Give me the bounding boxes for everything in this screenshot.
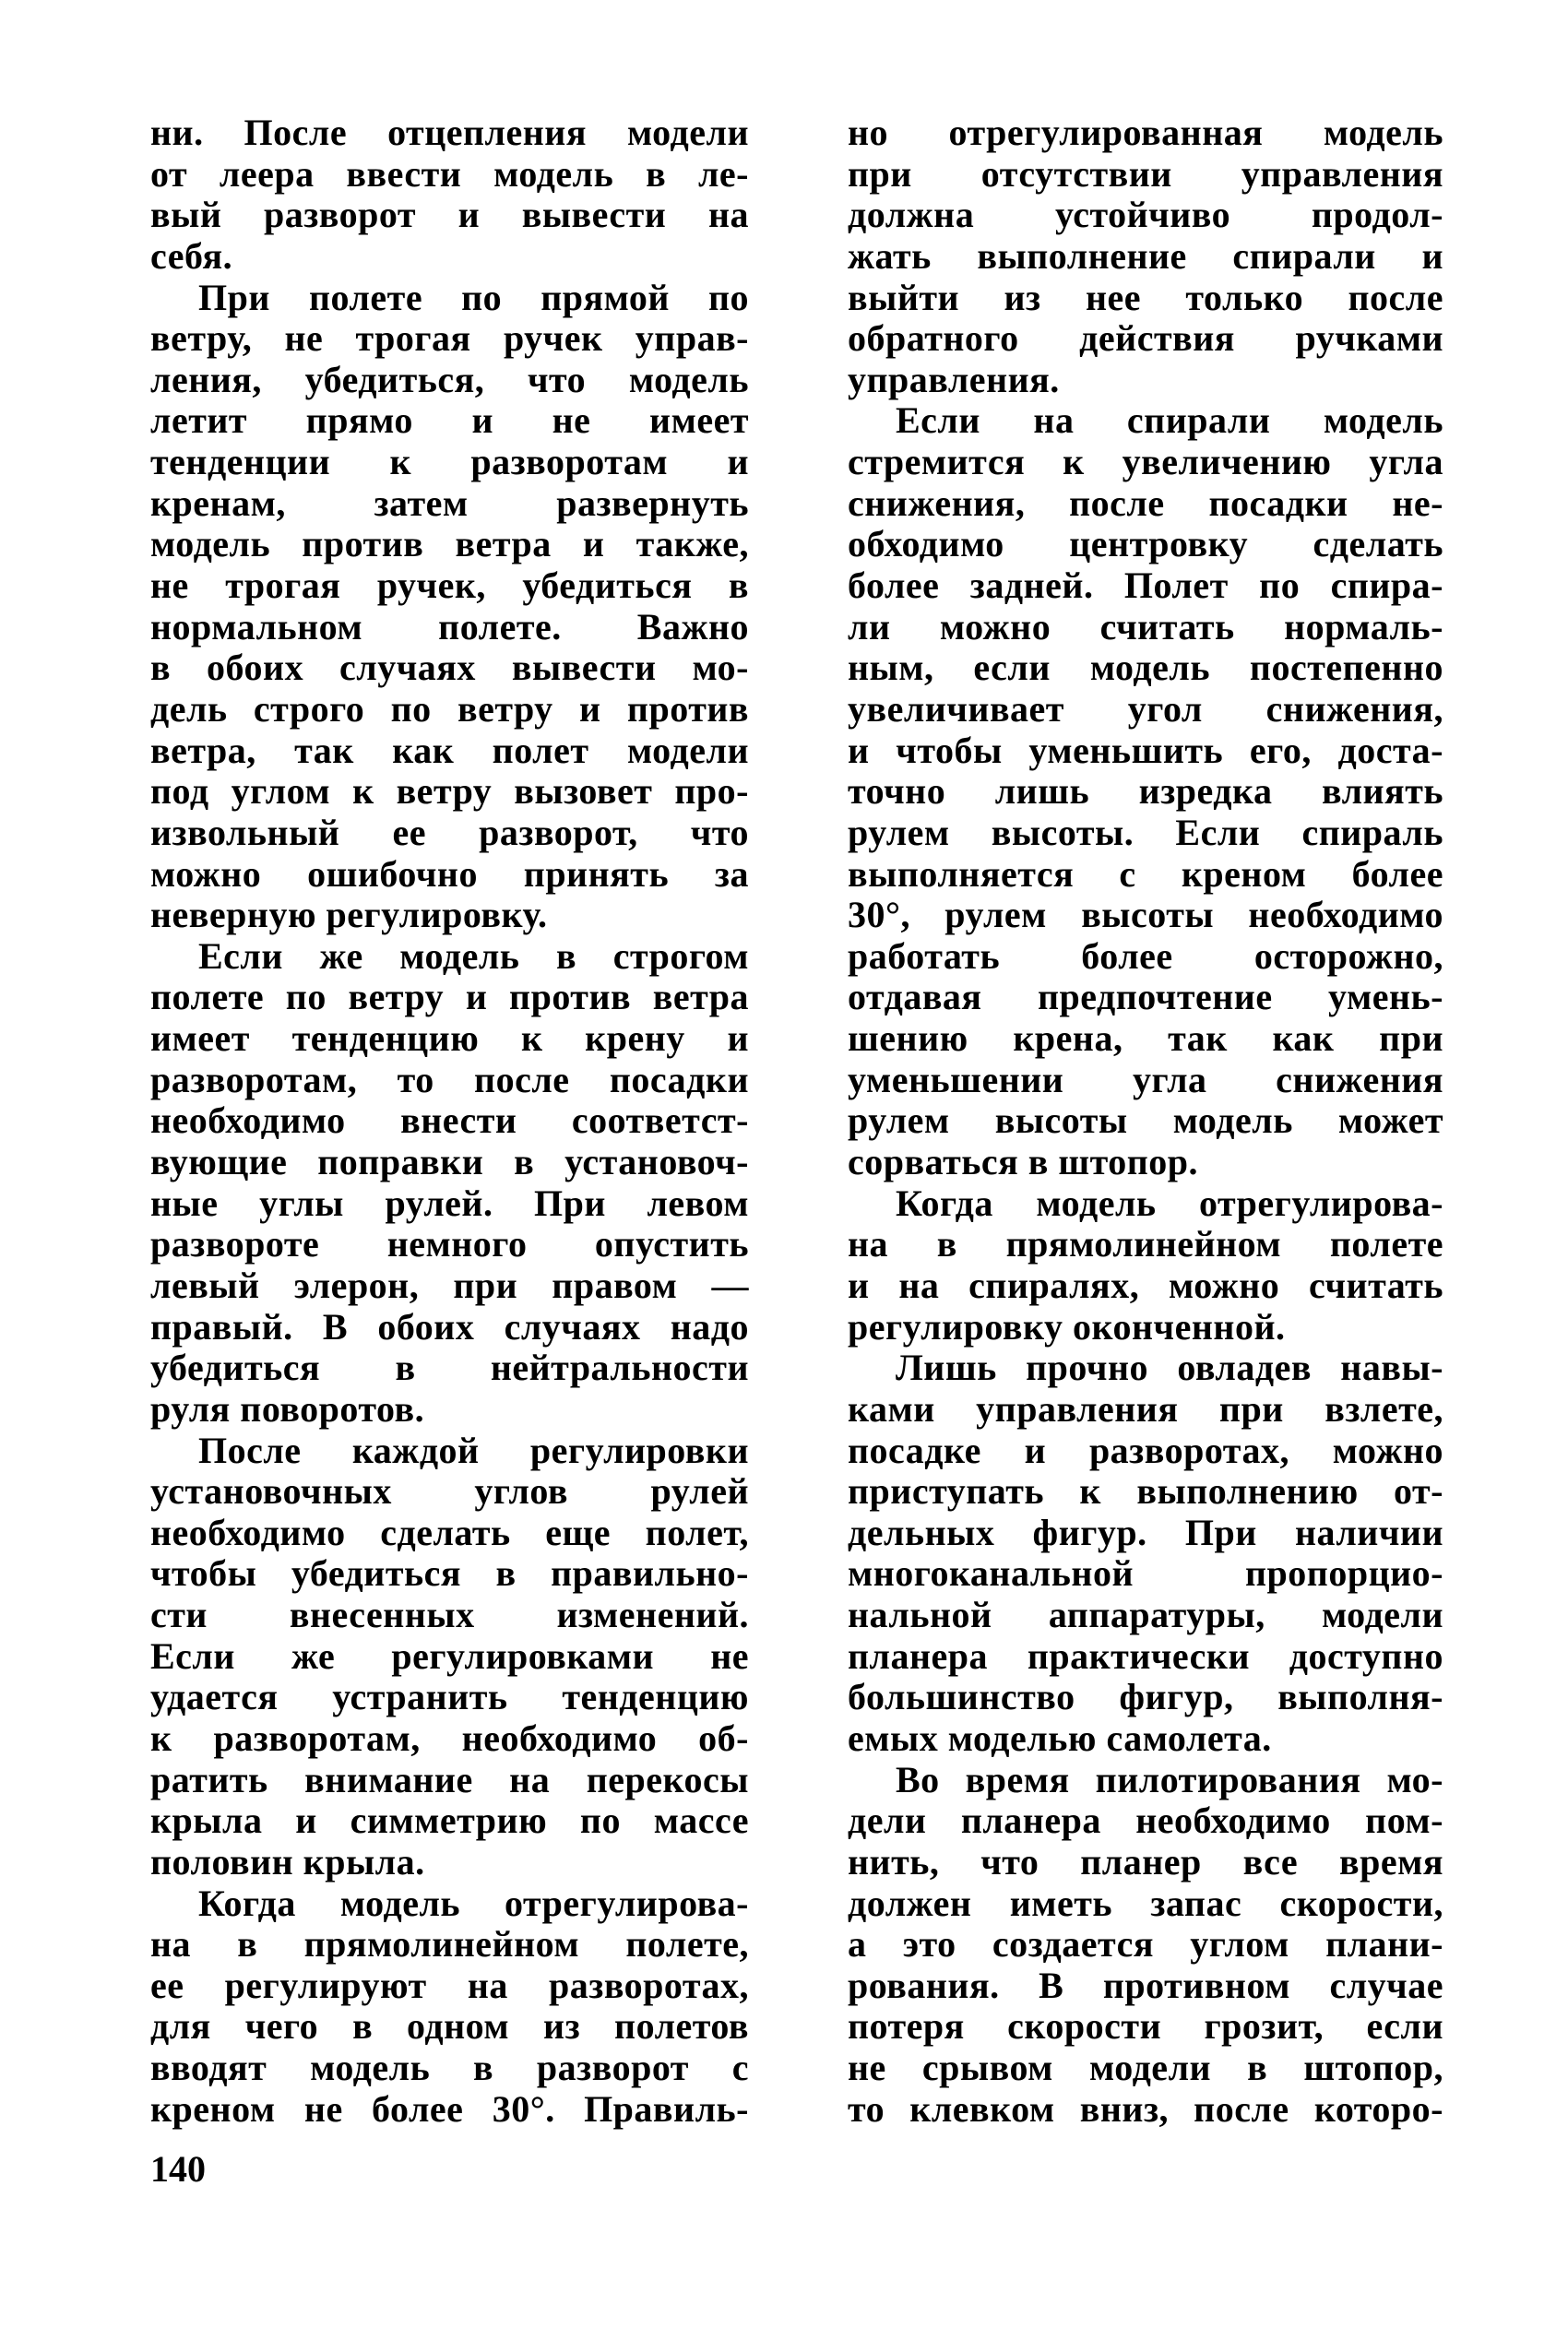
text-line: ные углы рулей. При левом	[150, 1182, 749, 1224]
text-line: ратить внимание на перекосы	[150, 1758, 749, 1800]
text-line: а это создается углом плани-	[848, 1923, 1443, 1966]
text-line: в обоих случаях вывести мо-	[150, 647, 749, 689]
text-line: половин крыла.	[150, 1840, 425, 1883]
text-line: имеет тенденцию к крену и	[150, 1017, 749, 1060]
paragraph	[848, 1760, 1443, 2131]
text-line: то клевком вниз, после которо-	[848, 2087, 1443, 2130]
text-line: 30°, рулем высоты необходимо	[848, 894, 1443, 936]
text-line: развороте немного опустить	[150, 1223, 749, 1265]
text-line: снижения, после посадки не-	[848, 481, 1443, 524]
text-line: рования. В противном случае	[848, 1964, 1443, 2006]
text-line: от леера ввести модель в ле-	[150, 152, 749, 195]
text-line: сорваться в штопор.	[848, 1141, 1199, 1183]
text-line: обходимо центровку сделать	[848, 523, 1443, 565]
text-line: тенденции к разворотам и	[150, 441, 749, 483]
paragraph	[150, 1431, 749, 1883]
text-line: вый разворот и вывести на	[150, 194, 749, 236]
text-line: посадке и разворотах, можно	[848, 1429, 1443, 1471]
text-line: работать более осторожно,	[848, 934, 1443, 977]
page-number: 140	[150, 2148, 206, 2190]
text-line: и чтобы уменьшить его, доста-	[848, 729, 1443, 771]
text-line: ли можно считать нормаль-	[848, 605, 1443, 647]
text-line: Когда модель отрегулирова-	[896, 1182, 1443, 1224]
text-line: к разворотам, необходимо об-	[150, 1716, 749, 1759]
text-line: необходимо внести соответст-	[150, 1099, 749, 1142]
text-line: Во время пилотирования мо-	[896, 1758, 1443, 1800]
text-line: нальной аппаратуры, модели	[848, 1594, 1443, 1636]
text-line: установочных углов рулей	[150, 1470, 749, 1513]
text-line: себя.	[150, 234, 233, 277]
text-line: не трогая ручек, убедиться в	[150, 564, 749, 607]
text-line: уменьшении угла снижения	[848, 1058, 1443, 1100]
text-line: необходимо сделать еще полет,	[150, 1511, 749, 1553]
text-line: при отсутствии управления	[848, 152, 1443, 195]
text-line: рулем высоты модель может	[848, 1099, 1443, 1142]
text-line: должна устойчиво продол-	[848, 194, 1443, 236]
text-line: выполняется с креном более	[848, 852, 1443, 895]
text-line: регулировку оконченной.	[848, 1305, 1286, 1348]
text-line: и на спиралях, можно считать	[848, 1264, 1443, 1306]
text-line: чтобы убедиться в правильно-	[150, 1552, 749, 1595]
paragraph	[848, 400, 1443, 1182]
text-line: правый. В обоих случаях надо	[150, 1305, 749, 1348]
text-line: не срывом модели в штопор,	[848, 2047, 1443, 2089]
text-line: ным, если модель постепенно	[848, 647, 1443, 689]
text-line: управления.	[848, 358, 1060, 400]
text-line: увеличивает угол снижения,	[848, 687, 1443, 730]
paragraph	[848, 113, 1443, 400]
text-line: многоканальной пропорцио-	[848, 1552, 1443, 1595]
text-line: Если на спирали модель	[896, 399, 1443, 442]
text-line: потеря скорости грозит, если	[848, 2005, 1443, 2048]
text-line: обратного действия ручками	[848, 317, 1443, 360]
paragraph	[150, 936, 749, 1431]
text-line: убедиться в нейтральности	[150, 1347, 749, 1389]
text-line: жать выполнение спирали и	[848, 234, 1443, 277]
text-line: можно ошибочно принять за	[150, 852, 749, 895]
text-line: на в прямолинейном полете,	[150, 1923, 749, 1966]
text-line: вующие поправки в установоч-	[150, 1141, 749, 1183]
text-line: крыла и симметрию по массе	[150, 1800, 749, 1842]
text-line: разворотам, то после посадки	[150, 1058, 749, 1100]
text-line: более задней. Полет по спира-	[848, 564, 1443, 607]
text-line: Если же модель в строгом	[198, 934, 749, 977]
text-line: приступать к выполнению от-	[848, 1470, 1443, 1513]
paragraph	[848, 1183, 1443, 1348]
paragraph	[848, 1348, 1443, 1759]
text-line: полете по ветру и против ветра	[150, 976, 749, 1018]
text-line: под углом к ветру вызовет про-	[150, 770, 749, 813]
text-line: ками управления при взлете,	[848, 1387, 1443, 1430]
text-column-left	[150, 113, 749, 2130]
text-line: но отрегулированная модель	[848, 112, 1443, 153]
text-line: дельных фигур. При наличии	[848, 1511, 1443, 1553]
text-line: ни. После отцепления модели	[150, 112, 749, 153]
text-line: ветру, не трогая ручек управ-	[150, 317, 749, 360]
text-line: планера практически доступно	[848, 1634, 1443, 1677]
text-line: ветра, так как полет модели	[150, 729, 749, 771]
text-line: После каждой регулировки	[198, 1429, 749, 1471]
text-line: дель строго по ветру и против	[150, 687, 749, 730]
text-line: нить, что планер все время	[848, 1840, 1443, 1883]
text-line: Лишь прочно овладев навы-	[896, 1347, 1443, 1389]
text-line: левый элерон, при правом —	[150, 1264, 749, 1306]
text-line: емых моделью самолета.	[848, 1716, 1272, 1759]
text-line: сти внесенных изменений.	[150, 1594, 749, 1636]
text-line: кренам, затем развернуть	[150, 481, 749, 524]
text-line: извольный ее разворот, что	[150, 811, 749, 853]
text-line: отдавая предпочтение умень-	[848, 976, 1443, 1018]
text-line: выйти из нее только после	[848, 276, 1443, 318]
text-line: модель против ветра и также,	[150, 523, 749, 565]
text-line: Если же регулировками не	[150, 1634, 749, 1677]
text-line: должен иметь запас скорости,	[848, 1882, 1443, 1924]
text-column-right	[848, 113, 1443, 2130]
text-line: дели планера необходимо пом-	[848, 1800, 1443, 1842]
text-line: на в прямолинейном полете	[848, 1223, 1443, 1265]
text-line: удается устранить тенденцию	[150, 1676, 749, 1718]
paragraph	[150, 113, 749, 278]
text-line: нормальном полете. Важно	[150, 605, 749, 647]
text-line: точно лишь изредка влиять	[848, 770, 1443, 813]
text-line: неверную регулировку.	[150, 894, 548, 936]
text-line: вводят модель в разворот с	[150, 2047, 749, 2089]
text-line: большинство фигур, выполня-	[848, 1676, 1443, 1718]
paragraph	[150, 278, 749, 936]
text-line: стремится к увеличению угла	[848, 441, 1443, 483]
text-line: рулем высоты. Если спираль	[848, 811, 1443, 853]
text-line: ее регулируют на разворотах,	[150, 1964, 749, 2006]
text-line: для чего в одном из полетов	[150, 2005, 749, 2048]
text-line: При полете по прямой по	[198, 276, 749, 318]
text-line: Когда модель отрегулирова-	[198, 1882, 749, 1924]
text-line: летит прямо и не имеет	[150, 399, 749, 442]
text-line: креном не более 30°. Правиль-	[150, 2087, 749, 2130]
text-line: ления, убедиться, что модель	[150, 358, 749, 400]
paragraph	[150, 1883, 749, 2131]
text-line: шению крена, так как при	[848, 1017, 1443, 1060]
text-line: руля поворотов.	[150, 1387, 425, 1430]
